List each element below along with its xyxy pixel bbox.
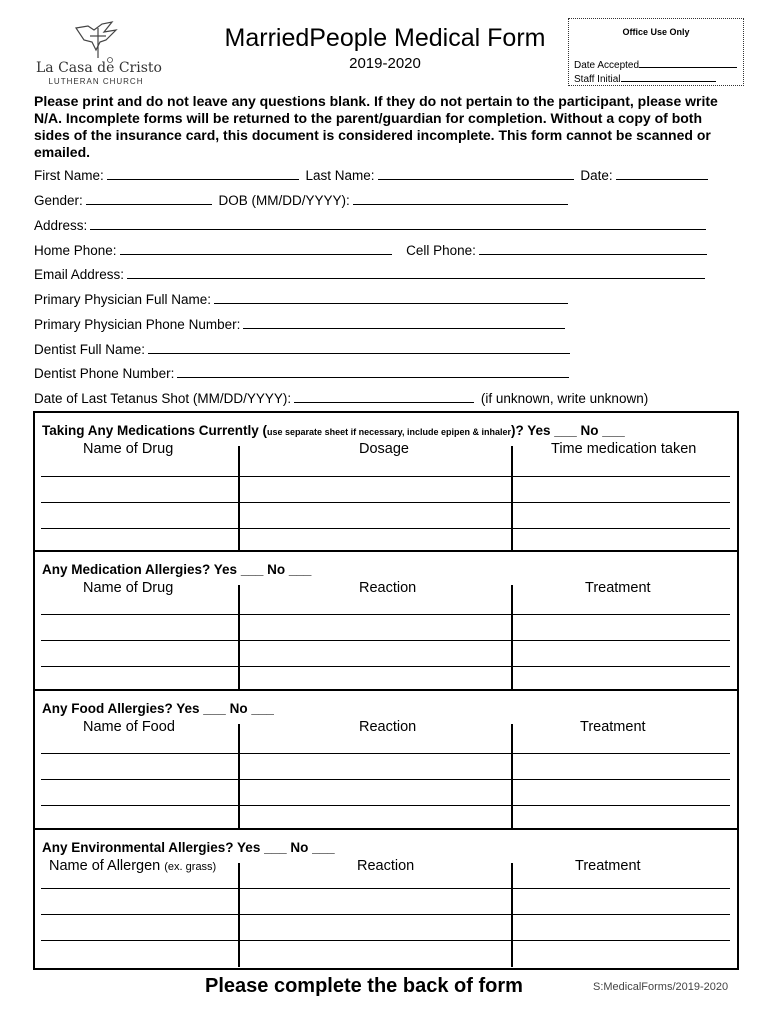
staff-initial-line (621, 68, 716, 82)
physician-phone-field[interactable] (243, 315, 565, 329)
col-reaction: Reaction (359, 580, 417, 596)
column-divider (511, 863, 513, 967)
col-treatment: Treatment (580, 719, 646, 735)
address-label: Address: (34, 218, 88, 233)
tetanus-note: (if unknown, write unknown) (480, 391, 649, 406)
env-allergies-section (35, 830, 737, 967)
medical-tables (33, 411, 739, 970)
physician-name-label: Primary Physician Full Name: (34, 292, 212, 307)
dob-field[interactable] (353, 191, 568, 205)
env-allergies-title: Any Environmental Allergies? Yes ___ No ___ (42, 840, 335, 855)
dentist-name-row (34, 340, 573, 358)
dove-cross-icon (66, 20, 130, 64)
footer-note: Please complete the back of form (205, 975, 523, 997)
entry-row[interactable] (41, 614, 730, 615)
physician-phone-row (34, 315, 568, 333)
org-subtitle: LUTHERAN CHURCH (48, 77, 144, 86)
gender-label: Gender: (34, 193, 83, 208)
dentist-phone-label: Dentist Phone Number: (34, 366, 175, 381)
entry-row[interactable] (41, 805, 730, 806)
file-reference: S:MedicalForms/2019-2020 (593, 981, 729, 993)
office-use-box (568, 18, 744, 86)
first-name-label: First Name: (34, 168, 104, 183)
gender-dob-row (34, 191, 571, 209)
entry-row[interactable] (41, 640, 730, 641)
form-year: 2019-2020 (349, 55, 421, 72)
physician-name-field[interactable] (214, 290, 568, 304)
church-logo (36, 20, 162, 90)
col-treatment: Treatment (585, 580, 651, 596)
dentist-phone-row (34, 364, 572, 382)
med-allergies-section (35, 552, 737, 689)
med-allergies-title: Any Medication Allergies? Yes ___ No ___ (42, 562, 312, 577)
entry-row[interactable] (41, 476, 730, 477)
food-allergies-title: Any Food Allergies? Yes ___ No ___ (42, 701, 274, 716)
column-divider (238, 724, 240, 828)
col-dosage: Dosage (359, 441, 409, 457)
column-divider (238, 446, 240, 550)
entry-row[interactable] (41, 753, 730, 754)
medications-section (35, 413, 737, 550)
email-label: Email Address: (34, 267, 125, 282)
tetanus-field[interactable] (294, 389, 474, 403)
column-divider (511, 724, 513, 828)
email-row (34, 265, 708, 283)
col-allergen-name: Name of Allergen (ex. grass) (49, 858, 217, 874)
entry-row[interactable] (41, 779, 730, 780)
last-name-label: Last Name: (305, 168, 375, 183)
entry-row[interactable] (41, 888, 730, 889)
name-row (34, 166, 711, 184)
staff-initial-row (574, 68, 716, 85)
col-drug-name: Name of Drug (83, 441, 174, 457)
entry-row[interactable] (41, 914, 730, 915)
address-row (34, 216, 709, 234)
entry-row[interactable] (41, 528, 730, 529)
office-use-heading: Office Use Only (622, 27, 690, 37)
tetanus-row (34, 389, 648, 407)
col-drug-name: Name of Drug (83, 580, 174, 596)
cell-phone-field[interactable] (479, 241, 707, 255)
col-reaction: Reaction (359, 719, 417, 735)
physician-name-row (34, 290, 571, 308)
home-phone-label: Home Phone: (34, 243, 117, 258)
home-phone-field[interactable] (120, 241, 392, 255)
col-reaction: Reaction (357, 858, 415, 874)
food-allergies-section (35, 691, 737, 828)
entry-row[interactable] (41, 502, 730, 503)
cell-phone-label: Cell Phone: (406, 243, 476, 258)
gender-field[interactable] (86, 191, 212, 205)
staff-initial-label: Staff Initial (574, 74, 621, 85)
tetanus-label: Date of Last Tetanus Shot (MM/DD/YYYY): (34, 391, 292, 406)
org-name: La Casa de Cristo (36, 60, 162, 76)
date-field[interactable] (616, 166, 708, 180)
last-name-field[interactable] (378, 166, 574, 180)
form-title: MarriedPeople Medical Form (224, 24, 546, 52)
phone-row (34, 241, 710, 259)
physician-phone-label: Primary Physician Phone Number: (34, 317, 241, 332)
column-divider (238, 585, 240, 689)
medications-title: Taking Any Medications Currently (use separate sheet if necessary, include epipen & inhaler)? Yes ___ No ___ (42, 423, 625, 438)
dob-label: DOB (MM/DD/YYYY): (218, 193, 350, 208)
col-time-taken: Time medication taken (551, 441, 697, 457)
address-field[interactable] (90, 216, 706, 230)
instructions: Please print and do not leave any questions blank. If they do not pertain to the participant, please write N/A. Incomplete forms will be returned to the parent/guardian for completion. Without a copy of both sides of the insurance card, this document is considered incomplete. This form cannot be scanned or emailed. (34, 93, 718, 160)
dentist-name-label: Dentist Full Name: (34, 342, 146, 357)
dentist-name-field[interactable] (148, 340, 570, 354)
first-name-field[interactable] (107, 166, 299, 180)
date-accepted-label: Date Accepted (574, 60, 640, 71)
dentist-phone-field[interactable] (177, 364, 569, 378)
col-food-name: Name of Food (83, 719, 175, 735)
column-divider (238, 863, 240, 967)
date-label: Date: (580, 168, 613, 183)
allergen-example-note: (ex. grass) (164, 861, 217, 873)
column-divider (511, 446, 513, 550)
column-divider (511, 585, 513, 689)
entry-row[interactable] (41, 666, 730, 667)
date-accepted-line (639, 54, 737, 68)
entry-row[interactable] (41, 940, 730, 941)
col-treatment: Treatment (575, 858, 641, 874)
email-field[interactable] (127, 265, 705, 279)
